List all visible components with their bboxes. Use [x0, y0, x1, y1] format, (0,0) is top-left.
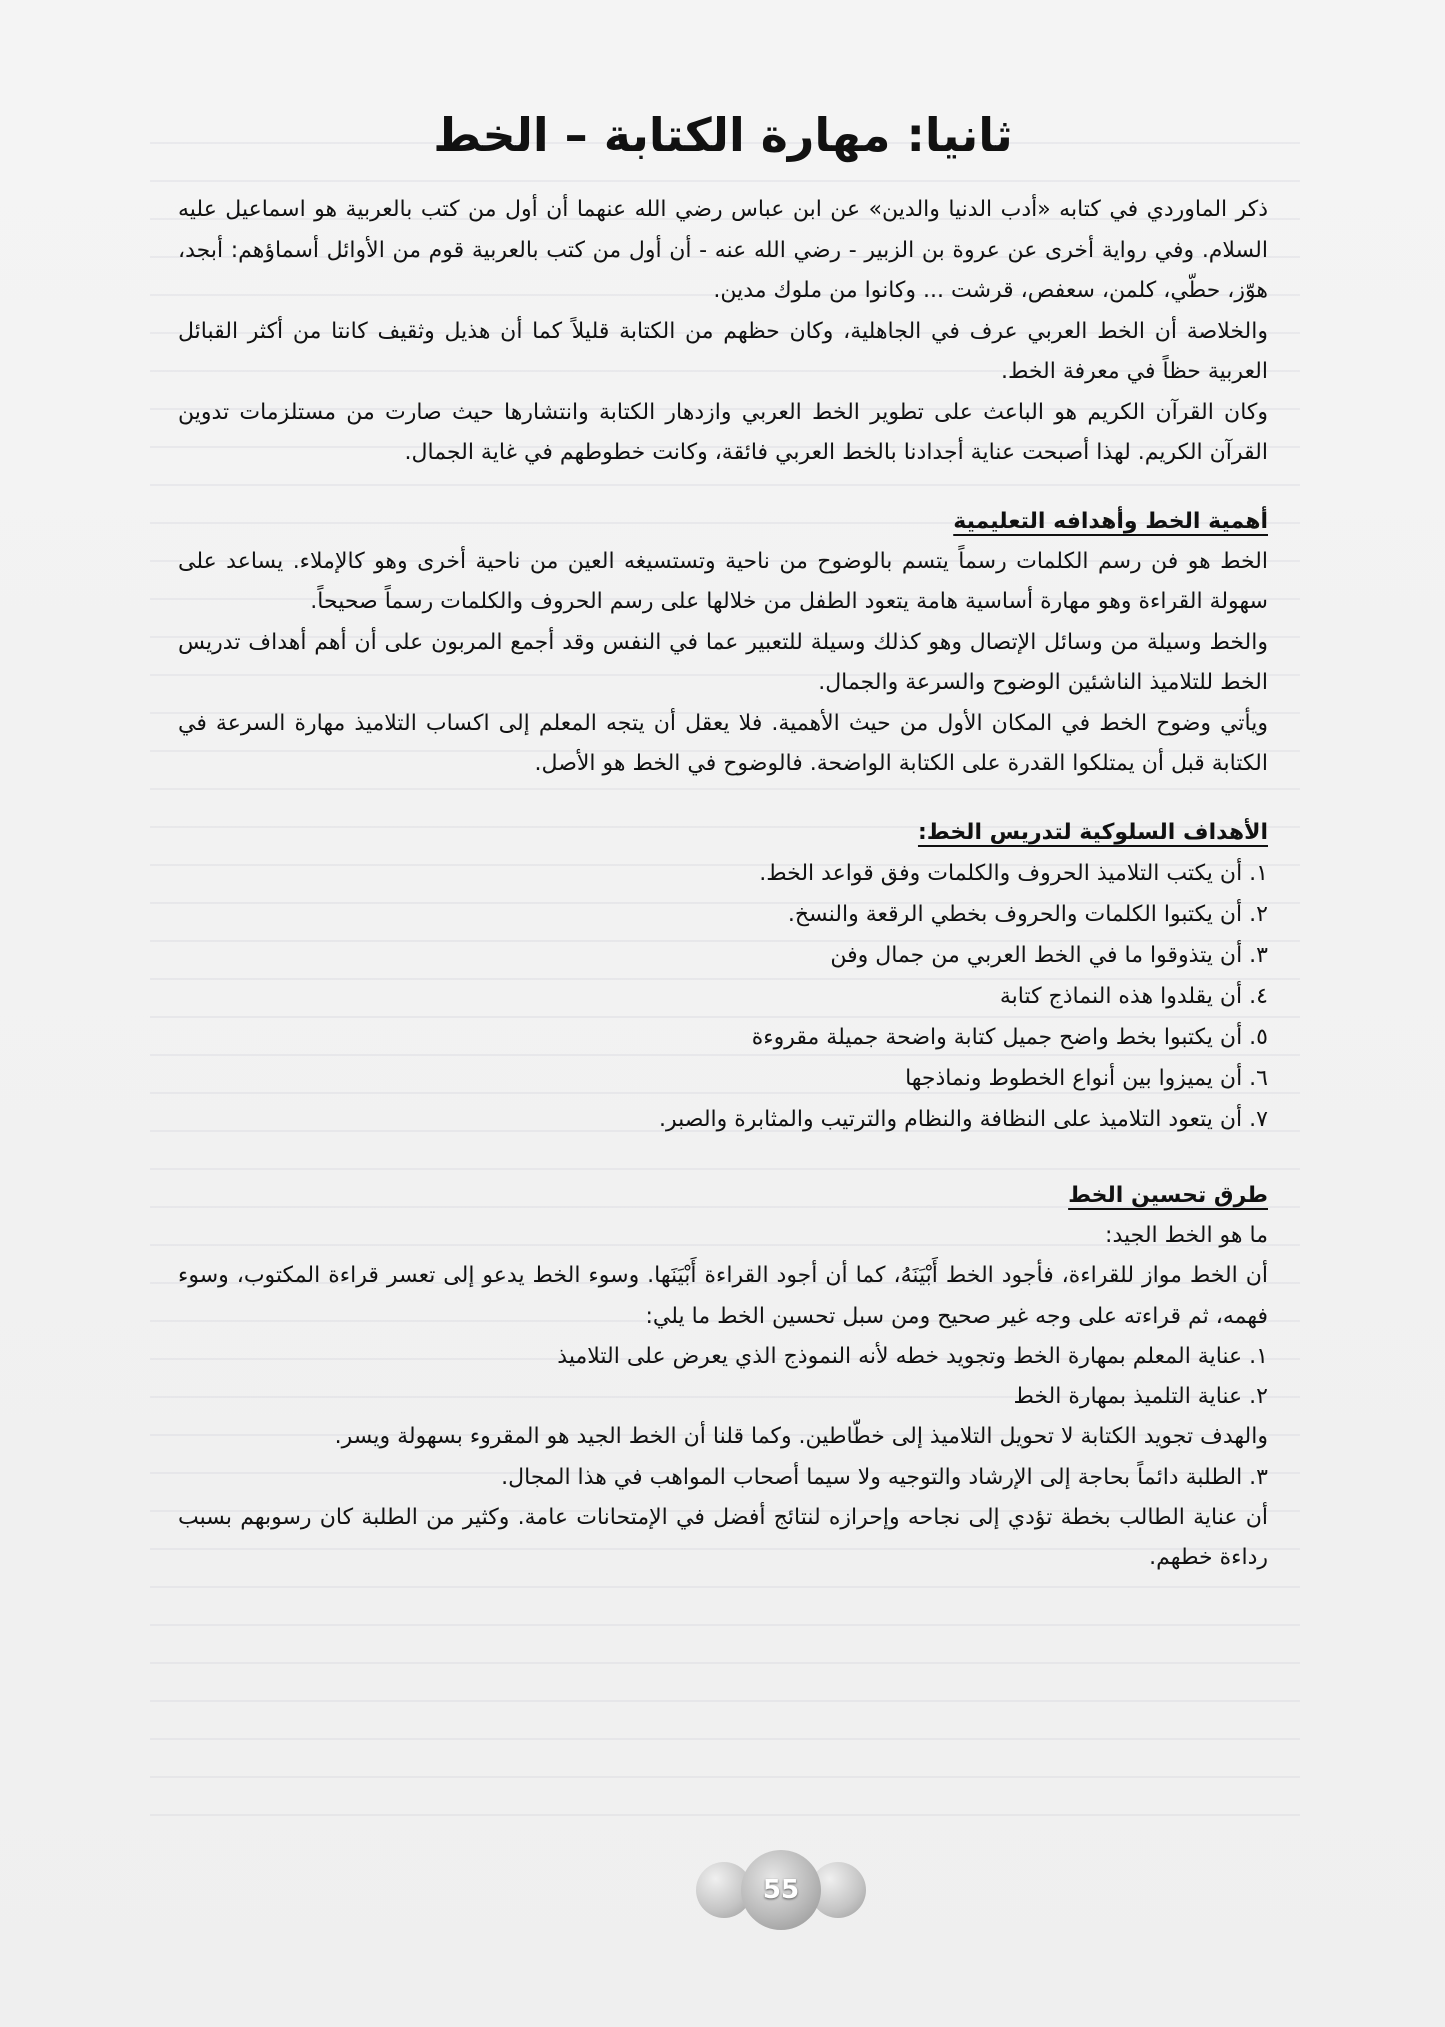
importance-section — [178, 502, 1268, 785]
methods-section — [178, 1176, 1268, 1579]
methods-list — [178, 1337, 1268, 1417]
list-item: ٥. أن يكتبوا بخط واضح جميل كتابة واضحة جميلة مقروءة — [751, 1024, 1268, 1050]
page-content — [178, 108, 1268, 1579]
list-item: ٣. أن يتذوقوا ما في الخط العربي من جمال وفن — [830, 942, 1268, 968]
goals-list — [178, 853, 1268, 1140]
intro-paragraph-1: ذكر الماوردي في كتابه «أدب الدنيا والدين» عن ابن عباس رضي الله عنهما أن أول من كتب بالعربية هو اسماعيل عليه السلام. وفي رواية أخرى عن عروة بن الزبير - رضي الله عنه - أن أول من كتب بالعربية قوم من الأوائل أسماؤهم: أبجد، هوّز، حطّي، كلمن، سعفص، قرشت ... وكانوا من ملوك مدين. — [178, 197, 1268, 303]
list-item: ٢. أن يكتبوا الكلمات والحروف بخطي الرقعة والنسخ. — [787, 901, 1268, 927]
page-number: 55 — [741, 1850, 821, 1930]
list-item: ٧. أن يتعود التلاميذ على النظافة والنظام والترتيب والمثابرة والصبر. — [659, 1106, 1268, 1132]
goals-heading: الأهداف السلوكية لتدريس الخط: — [917, 819, 1268, 845]
importance-paragraph-2: والخط وسيلة من وسائل الإتصال وهو كذلك وسيلة للتعبير عما في النفس وقد أجمع المربون على أن أهم أهداف تدريس الخط للتلاميذ الناشئين الوضوح والسرعة والجمال. — [178, 629, 1268, 695]
list-item: ٣. الطلبة دائماً بحاجة إلى الإرشاد والتوجيه ولا سيما أصحاب المواهب في هذا المجال. — [501, 1464, 1268, 1490]
importance-paragraph-1: الخط هو فن رسم الكلمات رسماً يتسم بالوضوح من ناحية وتستسيغه العين من ناحية أخرى وهو كالإملاء. يساعد على سهولة القراءة وهو مهارة أساسية هامة يتعود الطفل من خلالها على رسم الحروف والكلمات رسماً صحيحاً. — [178, 548, 1268, 614]
list-item: ٢. عناية التلميذ بمهارة الخط — [1013, 1384, 1268, 1409]
methods-heading: طرق تحسين الخط — [1068, 1182, 1268, 1208]
intro-paragraph-2: والخلاصة أن الخط العربي عرف في الجاهلية، وكان حظهم من الكتابة قليلاً كما أن هذيل وثقيف كانتا من أكثر القبائل العربية حظاً في معرفة الخط. — [178, 318, 1268, 384]
methods-closing-paragraph: أن عناية الطالب بخطة تؤدي إلى نجاحه وإحرازه لنتائج أفضل في الإمتحانات عامة. وكثير من الطلبة كان رسوبهم بسبب رداءة خطهم. — [178, 1504, 1268, 1570]
list-item: ٤. أن يقلدوا هذه النماذج كتابة — [999, 983, 1268, 1009]
list-item: ٦. أن يميزوا بين أنواع الخطوط ونماذجها — [905, 1065, 1268, 1091]
list-item: ١. عناية المعلم بمهارة الخط وتجويد خطه لأنه النموذج الذي يعرض على التلاميذ — [557, 1344, 1268, 1369]
importance-paragraph-3: ويأتي وضوح الخط في المكان الأول من حيث الأهمية. فلا يعقل أن يتجه المعلم إلى اكساب التلاميذ مهارة السرعة في الكتابة قبل أن يمتلكوا القدرة على الكتابة الواضحة. فالوضوح في الخط هو الأصل. — [178, 710, 1268, 776]
methods-list-continued — [178, 1458, 1268, 1498]
intro-paragraph-3: وكان القرآن الكريم هو الباعث على تطوير الخط العربي وازدهار الكتابة وانتشارها حيث صارت من مستلزمات تدوين القرآن الكريم. لهذا أصبحت عناية أجدادنا بالخط العربي فائقة، وكانت خطوطهم في غاية الجمال. — [178, 399, 1268, 465]
methods-subheading: ما هو الخط الجيد: — [1105, 1222, 1268, 1248]
importance-heading: أهمية الخط وأهدافه التعليمية — [953, 508, 1268, 534]
methods-goal-text: والهدف تجويد الكتابة لا تحويل التلاميذ إلى خطّاطين. وكما قلنا أن الخط الجيد هو المقروء بسهولة ويسر. — [334, 1424, 1268, 1449]
goals-section — [178, 813, 1268, 1140]
page-title: ثانيا: مهارة الكتابة – الخط — [433, 108, 1013, 162]
methods-paragraph: أن الخط مواز للقراءة، فأجود الخط أَبْيَنَهُ، كما أن أجود القراءة أَبْيَنَها. وسوء الخط يدعو إلى تعسر قراءة المكتوب، وسوء فهمه، ثم قراءته على وجه غير صحيح ومن سبل تحسين الخط ما يلي: — [178, 1263, 1268, 1329]
page-number-badge — [686, 1850, 886, 1930]
list-item: ١. أن يكتب التلاميذ الحروف والكلمات وفق قواعد الخط. — [759, 860, 1268, 886]
